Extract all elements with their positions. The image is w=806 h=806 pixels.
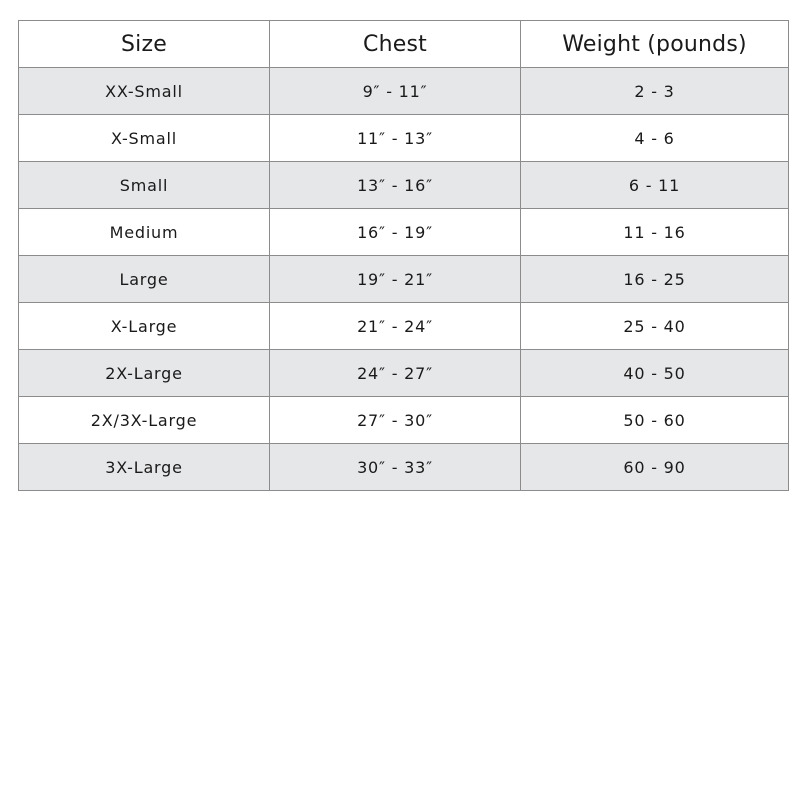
table-row xyxy=(19,303,789,350)
table-row xyxy=(19,209,789,256)
table-row xyxy=(19,68,789,115)
cell-chest: 13″ - 16″ xyxy=(270,162,521,209)
cell-weight: 40 - 50 xyxy=(521,350,789,397)
cell-size: 3X-Large xyxy=(19,444,270,491)
cell-chest: 24″ - 27″ xyxy=(270,350,521,397)
cell-weight: 4 - 6 xyxy=(521,115,789,162)
cell-weight: 60 - 90 xyxy=(521,444,789,491)
cell-chest: 30″ - 33″ xyxy=(270,444,521,491)
cell-size: Medium xyxy=(19,209,270,256)
table-body xyxy=(19,68,789,491)
table-row xyxy=(19,350,789,397)
header-size: Size xyxy=(19,21,270,68)
table-header xyxy=(19,21,789,68)
header-chest: Chest xyxy=(270,21,521,68)
header-row xyxy=(19,21,789,68)
cell-size: X-Large xyxy=(19,303,270,350)
cell-weight: 2 - 3 xyxy=(521,68,789,115)
cell-size: Large xyxy=(19,256,270,303)
table-row xyxy=(19,162,789,209)
table-row xyxy=(19,115,789,162)
cell-size: 2X/3X-Large xyxy=(19,397,270,444)
table-row xyxy=(19,444,789,491)
cell-weight: 50 - 60 xyxy=(521,397,789,444)
header-weight: Weight (pounds) xyxy=(521,21,789,68)
cell-weight: 16 - 25 xyxy=(521,256,789,303)
cell-size: 2X-Large xyxy=(19,350,270,397)
cell-chest: 27″ - 30″ xyxy=(270,397,521,444)
cell-size: XX-Small xyxy=(19,68,270,115)
cell-weight: 6 - 11 xyxy=(521,162,789,209)
cell-size: X-Small xyxy=(19,115,270,162)
table-row xyxy=(19,256,789,303)
cell-chest: 19″ - 21″ xyxy=(270,256,521,303)
cell-weight: 25 - 40 xyxy=(521,303,789,350)
cell-weight: 11 - 16 xyxy=(521,209,789,256)
cell-chest: 9″ - 11″ xyxy=(270,68,521,115)
cell-size: Small xyxy=(19,162,270,209)
size-chart-table xyxy=(18,20,789,491)
cell-chest: 16″ - 19″ xyxy=(270,209,521,256)
cell-chest: 11″ - 13″ xyxy=(270,115,521,162)
cell-chest: 21″ - 24″ xyxy=(270,303,521,350)
table-row xyxy=(19,397,789,444)
